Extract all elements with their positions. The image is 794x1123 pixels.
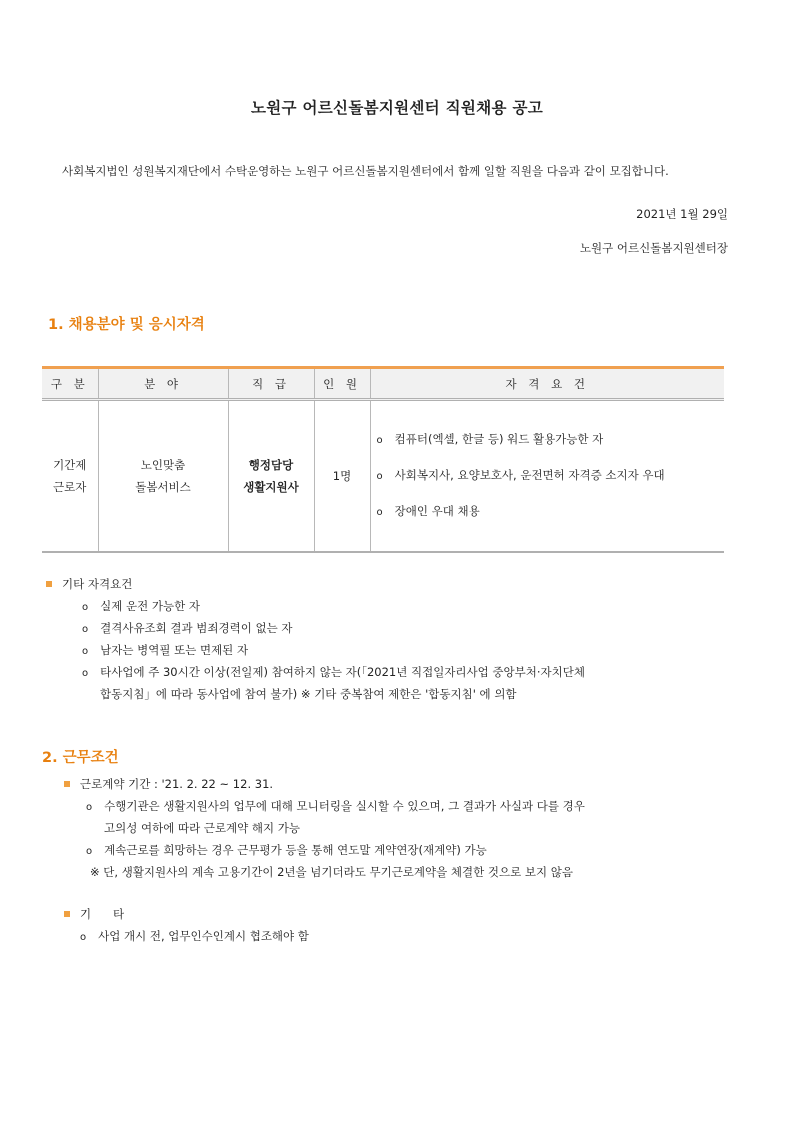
other-heading	[64, 906, 124, 922]
square-bullet-icon	[64, 911, 70, 917]
requirement-item	[377, 422, 724, 458]
list-item	[80, 928, 309, 944]
cell-grade	[228, 400, 314, 553]
category-line-2: 근로자	[53, 480, 87, 494]
header-count: 인 원	[314, 368, 370, 400]
requirement-item	[377, 494, 724, 530]
square-bullet-icon	[64, 781, 70, 787]
list-item-text: 수행기관은 생활지원사의 업무에 대해 모니터링을 실시할 수 있으며, 그 결과가 사실과 다를 경우	[104, 799, 585, 813]
circle-bullet-icon: o	[82, 646, 89, 657]
circle-bullet-icon: o	[80, 932, 87, 943]
field-line-2: 돌봄서비스	[135, 480, 191, 494]
square-bullet-icon	[46, 581, 52, 587]
list-item	[82, 664, 585, 680]
intro-text: 사회복지법인 성원복지재단에서 수탁운영하는 노원구 어르신돌봄지원센터에서 함께 일할 직원을 다음과 같이 모집합니다.	[62, 164, 669, 178]
cell-category	[42, 400, 98, 553]
list-item	[82, 642, 248, 658]
list-item-text: 사업 개시 전, 업무인수인계시 협조해야 함	[98, 929, 309, 943]
list-item	[82, 620, 293, 636]
other-requirements-heading-text: 기타 자격요건	[62, 577, 133, 591]
field-line-1: 노인맞춤	[140, 458, 186, 472]
grade-line-1: 행정담당	[248, 458, 294, 472]
table-row	[42, 400, 724, 553]
recruitment-table	[42, 366, 724, 553]
cell-count: 1명	[314, 400, 370, 553]
grade-line-2: 생활지원사	[243, 480, 299, 494]
list-item	[86, 842, 487, 858]
list-item-text: 실제 운전 가능한 자	[100, 599, 200, 613]
page-title: 노원구 어르신돌봄지원센터 직원채용 공고	[250, 99, 543, 117]
header-requirements: 자 격 요 건	[370, 368, 724, 400]
circle-bullet-icon: o	[376, 435, 383, 446]
requirement-text: 컴퓨터(엑셀, 한글 등) 워드 활용가능한 자	[394, 432, 604, 446]
signer: 노원구 어르신돌봄지원센터장	[579, 241, 728, 255]
posting-date: 2021년 1월 29일	[636, 207, 728, 221]
contract-note: ※ 단, 생활지원사의 계속 고용기간이 2년을 넘기더라도 무기근로계약을 체결한 것으로 보지 않음	[90, 865, 573, 879]
section-heading-2: 2. 근무조건	[42, 750, 119, 766]
header-category: 구 분	[42, 368, 98, 400]
circle-bullet-icon: o	[82, 668, 89, 679]
circle-bullet-icon: o	[86, 802, 93, 813]
circle-bullet-icon: o	[86, 846, 93, 857]
list-item	[82, 598, 200, 614]
circle-bullet-icon: o	[376, 471, 383, 482]
other-heading-text: 기 타	[80, 907, 125, 921]
cell-requirements	[370, 400, 724, 553]
circle-bullet-icon: o	[82, 624, 89, 635]
section-heading-1: 1. 채용분야 및 응시자격	[48, 317, 205, 333]
circle-bullet-icon: o	[376, 507, 383, 518]
list-item-text: 계속근로를 희망하는 경우 근무평가 등을 통해 연도말 계약연장(재계약) 가능	[104, 843, 487, 857]
list-item-continuation: 합동지침」에 따라 동사업에 참여 불가) ※ 기타 중복참여 제한은 '합동지침' 에 의함	[100, 687, 517, 701]
list-item-text: 타사업에 주 30시간 이상(전일제) 참여하지 않는 자(「2021년 직접일자리사업 중앙부처·자치단체	[100, 665, 585, 679]
category-line-1: 기간제	[53, 458, 87, 472]
requirement-text: 사회복지사, 요양보호사, 운전면허 자격증 소지자 우대	[394, 468, 665, 482]
table-header-row	[42, 368, 724, 400]
list-item-continuation: 고의성 여하에 따라 근로계약 해지 가능	[104, 821, 301, 835]
cell-field	[98, 400, 228, 553]
requirement-item	[377, 458, 724, 494]
list-item-text: 결격사유조회 결과 범죄경력이 없는 자	[100, 621, 293, 635]
contract-heading-text: 근로계약 기간 : '21. 2. 22 ~ 12. 31.	[80, 777, 274, 791]
header-grade: 직 급	[228, 368, 314, 400]
header-field: 분 야	[98, 368, 228, 400]
list-item	[86, 798, 585, 814]
requirement-text: 장애인 우대 채용	[394, 504, 480, 518]
contract-heading	[64, 776, 273, 792]
circle-bullet-icon: o	[82, 602, 89, 613]
other-requirements-heading	[46, 576, 132, 592]
list-item-text: 남자는 병역필 또는 면제된 자	[100, 643, 249, 657]
